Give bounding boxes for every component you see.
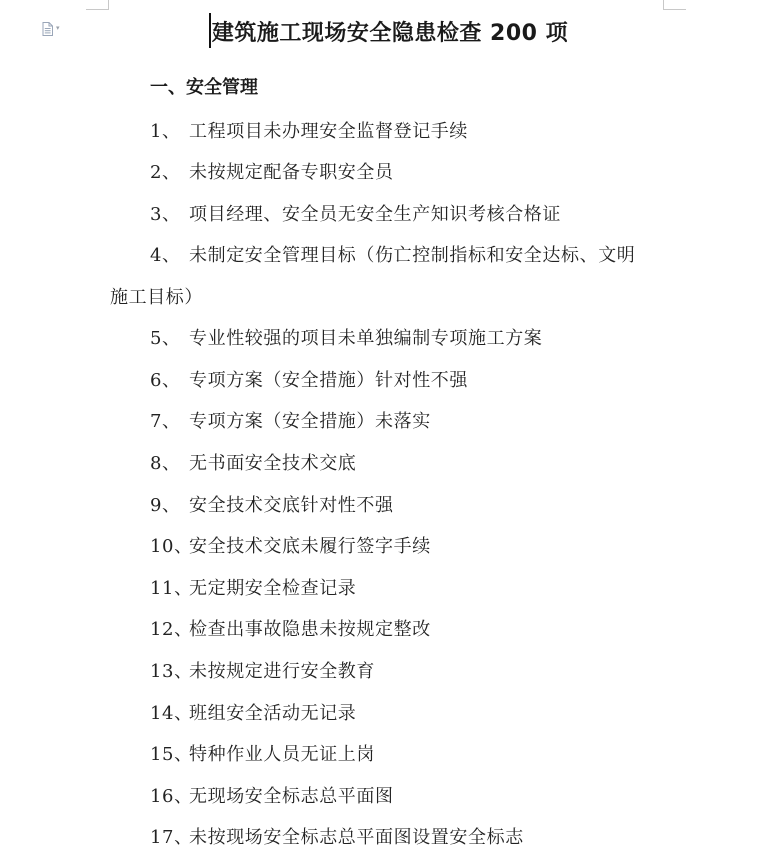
list-item[interactable]: [150, 532, 431, 558]
list-item[interactable]: [150, 158, 394, 184]
list-item-number: 3、: [150, 204, 181, 225]
list-item-text: 无定期安全检查记录: [189, 578, 357, 599]
list-item-text: 未按规定配备专职安全员: [189, 162, 394, 183]
list-item[interactable]: [150, 324, 542, 350]
list-item[interactable]: [150, 200, 561, 226]
list-item-number: 4、: [150, 245, 181, 266]
list-item[interactable]: [150, 740, 375, 766]
list-item-text: 专项方案（安全措施）针对性不强: [189, 370, 468, 391]
list-item-number: 9、: [150, 495, 181, 516]
list-item[interactable]: [150, 574, 356, 600]
list-item-number: 1、: [150, 121, 181, 142]
list-item[interactable]: [150, 615, 431, 641]
list-item-number: 8、: [150, 453, 181, 474]
list-item[interactable]: [150, 241, 635, 267]
list-item[interactable]: [150, 491, 394, 517]
crop-mark-left-vertical: [108, 0, 109, 10]
list-item-text: 项目经理、安全员无安全生产知识考核合格证: [189, 204, 561, 225]
list-item[interactable]: [150, 782, 394, 808]
chevron-down-icon: ▾: [56, 23, 60, 32]
section-heading[interactable]: 一、安全管理: [150, 77, 258, 98]
list-item-text: 班组安全活动无记录: [189, 703, 357, 724]
list-item-number: 17、: [150, 827, 193, 848]
list-item-text: 专项方案（安全措施）未落实: [189, 411, 431, 432]
list-item-number: 14、: [150, 703, 193, 724]
list-item-text: 安全技术交底针对性不强: [189, 495, 394, 516]
list-item-text: 安全技术交底未履行签字手续: [189, 536, 431, 557]
list-item-text: 未按现场安全标志总平面图设置安全标志: [189, 827, 524, 848]
list-item[interactable]: [150, 407, 431, 433]
list-item-text: 工程项目未办理安全监督登记手续: [189, 121, 468, 142]
list-item-number: 12、: [150, 619, 193, 640]
list-item-number: 13、: [150, 661, 193, 682]
list-item-continuation[interactable]: 施工目标）: [110, 287, 203, 308]
list-item-number: 15、: [150, 744, 193, 765]
list-item-text: 未制定安全管理目标（伤亡控制指标和安全达标、文明: [189, 245, 636, 266]
crop-mark-left-horizontal: [86, 9, 108, 10]
list-item-number: 5、: [150, 328, 181, 349]
crop-mark-right-horizontal: [664, 9, 686, 10]
list-item-number: 7、: [150, 411, 181, 432]
list-item-number: 6、: [150, 370, 181, 391]
list-item[interactable]: [150, 823, 524, 849]
list-item-text: 无书面安全技术交底: [189, 453, 357, 474]
list-item-number: 10、: [150, 536, 193, 557]
list-item-text: 检查出事故隐患未按规定整改: [189, 619, 431, 640]
list-item[interactable]: [150, 657, 375, 683]
list-item[interactable]: [150, 117, 468, 143]
document-title[interactable]: 建筑施工现场安全隐患检查 200 项: [211, 21, 569, 46]
list-item[interactable]: [150, 449, 356, 475]
list-item-text: 未按规定进行安全教育: [189, 661, 375, 682]
list-item-text: 专业性较强的项目未单独编制专项施工方案: [189, 328, 543, 349]
list-item[interactable]: [150, 699, 356, 725]
list-item-text: 无现场安全标志总平面图: [189, 786, 394, 807]
list-item-number: 2、: [150, 162, 181, 183]
list-item-text: 特种作业人员无证上岗: [189, 744, 375, 765]
list-item-number: 16、: [150, 786, 193, 807]
text-cursor: [209, 13, 211, 48]
list-item-number: 11、: [150, 578, 193, 599]
list-item[interactable]: [150, 366, 468, 392]
